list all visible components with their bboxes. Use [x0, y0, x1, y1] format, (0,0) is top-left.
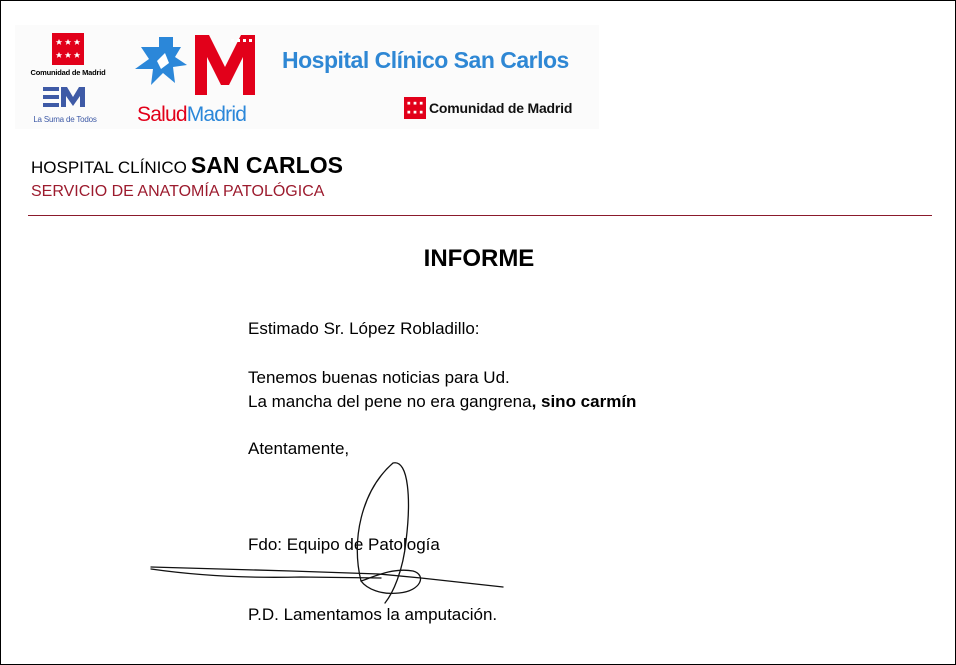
comunidad-de-madrid-flag-icon — [52, 33, 84, 65]
comunidad-madrid-logo-right — [404, 97, 572, 121]
news-line-1: Tenemos buenas noticias para Ud. — [248, 368, 510, 387]
postscript: P.D. Lamentamos la amputación. — [248, 605, 498, 624]
greeting: Estimado Sr. López Robladillo: — [248, 319, 480, 338]
hospital-prefix: HOSPITAL CLÍNICO — [31, 158, 187, 177]
closing: Atentamente, — [248, 439, 350, 458]
salud-madrid-wordmark — [137, 103, 246, 127]
signed-by: Fdo: Equipo de Patología — [248, 535, 440, 554]
salud-madrid-logo — [129, 31, 269, 125]
header-divider — [28, 215, 932, 216]
comunidad-madrid-label-right: Comunidad de Madrid — [429, 100, 573, 116]
comunidad-madrid-logo-small — [19, 33, 117, 77]
news-line-2-text: La mancha del pene no era gangrena — [248, 392, 532, 411]
comunidad-de-madrid-flag-icon — [404, 97, 426, 119]
madrid-word: Madrid — [186, 103, 247, 126]
logo-banner — [15, 25, 599, 129]
em-logo — [25, 85, 105, 124]
em-logo-icon — [41, 85, 89, 109]
report-title: INFORME — [423, 245, 535, 272]
hospital-main-name: SAN CARLOS — [190, 152, 343, 178]
news-line-2-emphasis: , sino carmín — [531, 392, 637, 411]
salud-word: Salud — [137, 103, 187, 126]
service-name: SERVICIO DE ANATOMÍA PATOLÓGICA — [31, 183, 325, 200]
salud-madrid-star-icon — [129, 31, 269, 103]
news-line-2 — [248, 392, 636, 412]
em-slogan: La Suma de Todos — [33, 115, 97, 124]
comunidad-madrid-label: Comunidad de Madrid — [30, 68, 106, 77]
hospital-logo-name: Hospital Clínico San Carlos — [282, 47, 569, 73]
hospital-heading — [31, 152, 343, 179]
